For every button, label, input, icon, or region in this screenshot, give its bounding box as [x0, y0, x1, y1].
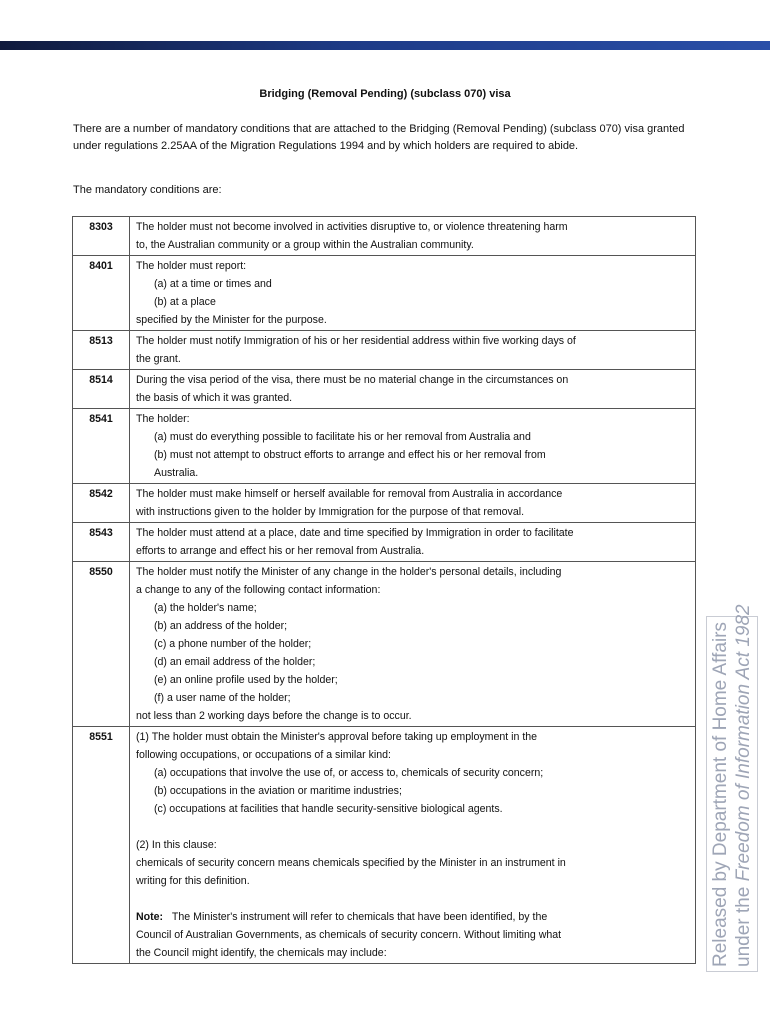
stamp-line-2: under the Freedom of Information Act 1982	[733, 604, 754, 967]
table-row	[73, 562, 696, 727]
condition-code: 8550	[73, 562, 130, 727]
document-title: Bridging (Removal Pending) (subclass 070) visa	[259, 88, 511, 100]
condition-code: 8551	[73, 727, 130, 964]
stamp-line-1: Released by Department of Home Affairs	[710, 622, 731, 967]
foi-release-stamp	[706, 604, 758, 972]
condition-code: 8401	[73, 256, 130, 331]
table-row	[73, 331, 696, 370]
table-row	[73, 217, 696, 256]
table-row	[73, 370, 696, 409]
table-row	[73, 409, 696, 484]
intro-paragraph: There are a number of mandatory conditions that are attached to the Bridging (Removal Pending) (subclass 070) visa granted under regulations 2.25AA of the Migration Regulations 1994 and by which holders are required to abide.	[73, 123, 685, 152]
conditions-table	[72, 216, 696, 964]
table-row	[73, 484, 696, 523]
condition-code: 8303	[73, 217, 130, 256]
condition-text: The holder must attend at a place, date and time specified by Immigration in order to facilitate efforts to arrange and effect his or her removal from Australia.	[130, 523, 696, 562]
header-band	[0, 41, 770, 50]
condition-text: The holder: (a) must do everything possible to facilitate his or her removal from Australia and (b) must not attempt to obstruct efforts to arrange and effect his or her removal from Australia.	[130, 409, 696, 484]
condition-code: 8541	[73, 409, 130, 484]
table-row	[73, 727, 696, 964]
condition-text: The holder must report: (a) at a time or times and (b) at a place specified by the Minister for the purpose.	[130, 256, 696, 331]
condition-text: (1) The holder must obtain the Minister's approval before taking up employment in the following occupations, or occupations of a similar kind: (a) occupations that involve the use of, or access to, chemicals of security concern; (b) occupations in the aviation or maritime industries; (c) occupations at facilities that handle security-sensitive biological agents. (2) In this clause: chemicals of security concern means chemicals specified by the Minister in an instrument in writing for this definition. Note: The Minister's instrument will refer to chemicals that have been identified, by the Council of Australian Governments, as chemicals of security concern. Without limiting what the Council might identify, the chemicals may include:	[130, 727, 696, 964]
conditions-intro: The mandatory conditions are:	[73, 184, 222, 196]
condition-code: 8543	[73, 523, 130, 562]
table-row	[73, 523, 696, 562]
condition-text: The holder must notify the Minister of any change in the holder's personal details, including a change to any of the following contact information: (a) the holder's name; (b) an address of the holder; (c) a phone number of the holder; (d) an email address of the holder; (e) an online profile used by the holder; (f) a user name of the holder; not less than 2 working days before the change is to occur.	[130, 562, 696, 727]
condition-text: The holder must not become involved in activities disruptive to, or violence threatening harm to, the Australian community or a group within the Australian community.	[130, 217, 696, 256]
condition-code: 8513	[73, 331, 130, 370]
condition-text: During the visa period of the visa, there must be no material change in the circumstances on the basis of which it was granted.	[130, 370, 696, 409]
condition-text: The holder must make himself or herself available for removal from Australia in accordance with instructions given to the holder by Immigration for the purpose of that removal.	[130, 484, 696, 523]
condition-code: 8542	[73, 484, 130, 523]
condition-text: The holder must notify Immigration of his or her residential address within five working days of the grant.	[130, 331, 696, 370]
condition-code: 8514	[73, 370, 130, 409]
table-row	[73, 256, 696, 331]
note-label: Note:	[136, 911, 164, 923]
